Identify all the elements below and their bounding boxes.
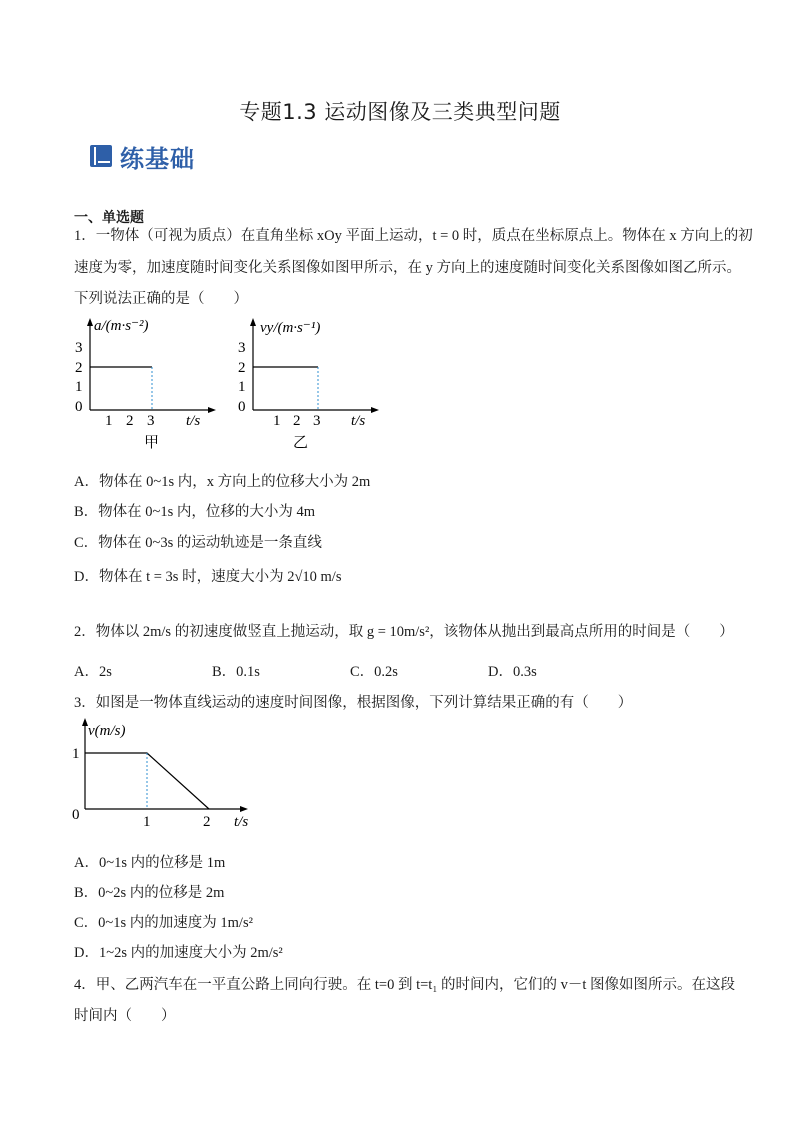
graph-c-origin: 0 xyxy=(72,807,80,823)
q4-stem-line2: 时间内（ ） xyxy=(74,1008,176,1024)
graph-c-ytick-1: 1 xyxy=(72,746,80,762)
graph-c-xtick-1: 1 xyxy=(143,814,151,830)
q2-option-b: B．0.1s xyxy=(212,664,260,680)
graph-c-ylabel: v(m/s) xyxy=(88,723,126,739)
graph-a-xtick-1: 1 xyxy=(105,413,113,429)
q3-option-c: C．0~1s 内的加速度为 1m/s² xyxy=(74,915,253,931)
q3-stem: 3．如图是一物体直线运动的速度时间图像，根据图像，下列计算结果正确的有（ ） xyxy=(74,695,633,711)
graph-b-xtick-3: 3 xyxy=(313,413,321,429)
graph-a-xtick-3: 3 xyxy=(147,413,155,429)
graph-b xyxy=(233,312,383,452)
q2-option-c: C．0.2s xyxy=(350,664,398,680)
graph-c-xlabel: t/s xyxy=(234,814,249,830)
graph-c-x-arrow xyxy=(240,806,248,812)
section-heading: 一、单选题 xyxy=(74,210,144,226)
q2-option-a: A．2s xyxy=(74,664,112,680)
book-icon xyxy=(88,143,114,169)
q3-option-a: A．0~1s 内的位移是 1m xyxy=(74,855,226,871)
graph-b-ytick-3: 3 xyxy=(238,340,246,356)
graph-b-xtick-1: 1 xyxy=(273,413,281,429)
q1-stem-line3: 下列说法正确的是（ ） xyxy=(74,291,248,307)
q3-option-d: D．1~2s 内的加速度大小为 2m/s² xyxy=(74,945,283,961)
graph-a xyxy=(70,312,220,452)
graph-b-ytick-2: 2 xyxy=(238,360,246,376)
graph-b-ytick-1: 1 xyxy=(238,379,246,395)
graph-b-y-arrow xyxy=(250,318,256,326)
graph-c-xtick-2: 2 xyxy=(203,814,211,830)
q1-option-a: A．物体在 0~1s 内，x 方向上的位移大小为 2m xyxy=(74,474,371,490)
graph-a-ytick-2: 2 xyxy=(75,360,83,376)
q4-stem-line1: 4．甲、乙两汽车在一平直公路上同向行驶。在 t=0 到 t=t₁ 的时间内，它们的 v－t 图像如图所示。在这段 xyxy=(74,977,736,993)
graph-a-x-arrow xyxy=(208,407,216,413)
graph-c xyxy=(66,713,266,833)
q1-option-c: C．物体在 0~3s 的运动轨迹是一条直线 xyxy=(74,535,322,551)
graph-b-ylabel: vy/(m·s⁻¹) xyxy=(260,320,321,336)
graph-a-ytick-1: 1 xyxy=(75,379,83,395)
graph-a-y-arrow xyxy=(87,318,93,326)
q1-option-d: D．物体在 t = 3s 时，速度大小为 2√10 m/s xyxy=(74,569,342,585)
banner-label: 练基础 xyxy=(120,144,195,173)
graph-b-xtick-2: 2 xyxy=(293,413,301,429)
graph-a-xlabel: t/s xyxy=(186,413,201,429)
graph-a-caption: 甲 xyxy=(144,435,160,451)
q3-option-b: B．0~2s 内的位移是 2m xyxy=(74,885,225,901)
graph-b-x-arrow xyxy=(371,407,379,413)
q1-stem-line1: 1．一物体（可视为质点）在直角坐标 xOy 平面上运动，t = 0 时，质点在坐标原点上。物体在 x 方向上的初 xyxy=(74,228,753,244)
practice-banner xyxy=(88,140,195,172)
graph-a-ylabel: a/(m·s⁻²) xyxy=(94,318,149,334)
q2-option-d: D．0.3s xyxy=(488,664,537,680)
q1-option-b: B．物体在 0~1s 内，位移的大小为 4m xyxy=(74,504,316,520)
graph-b-xlabel: t/s xyxy=(351,413,366,429)
graph-a-ytick-3: 3 xyxy=(75,340,83,356)
graph-b-caption: 乙 xyxy=(293,435,309,451)
graph-b-ytick-0: 0 xyxy=(238,399,246,415)
page-title: 专题1.3 运动图像及三类典型问题 xyxy=(239,100,561,124)
graph-a-ytick-0: 0 xyxy=(75,399,83,415)
q1-stem-line2: 速度为零，加速度随时间变化关系图像如图甲所示，在 y 方向上的速度随时间变化关系图像如图乙所示。 xyxy=(74,260,741,276)
q2-stem: 2．物体以 2m/s 的初速度做竖直上抛运动，取 g = 10m/s²，该物体从抛出到最高点所用的时间是（ ） xyxy=(74,624,734,640)
graph-a-xtick-2: 2 xyxy=(126,413,134,429)
